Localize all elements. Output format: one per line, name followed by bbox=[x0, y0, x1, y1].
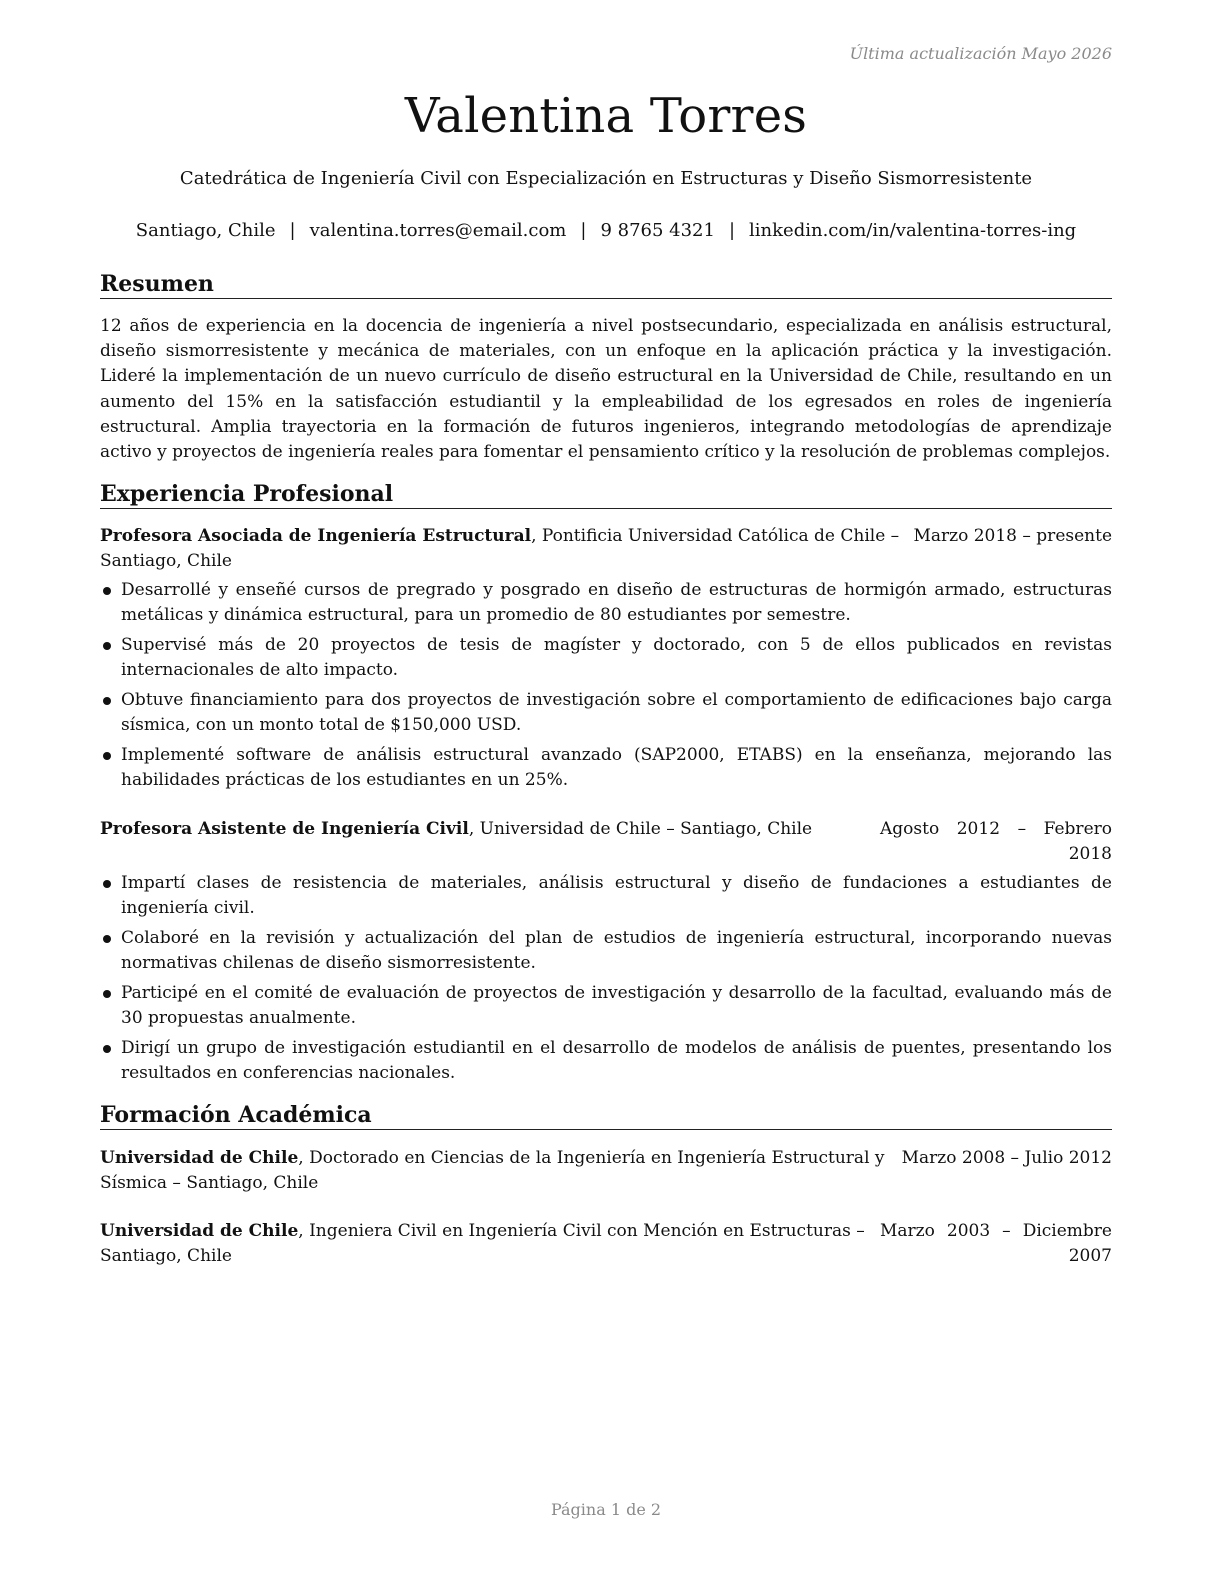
job-title-line bbox=[100, 817, 880, 842]
list-item bbox=[100, 633, 1112, 683]
contact-separator: | bbox=[728, 220, 736, 241]
job-title-line bbox=[100, 524, 913, 574]
bullet-text: Obtuve financiamiento para dos proyectos de investigación sobre el comportamiento de edificaciones bajo carga sísmica, con un monto total de $150,000 USD. bbox=[121, 690, 1112, 735]
education-institution: Universidad de Chile bbox=[100, 1148, 299, 1168]
bullet-icon bbox=[103, 587, 111, 595]
bullet-icon bbox=[103, 1045, 111, 1053]
page-number: Página 1 de 2 bbox=[550, 1500, 662, 1519]
education-header bbox=[100, 1146, 1112, 1196]
list-item bbox=[100, 871, 1112, 921]
bullet-text: Dirigí un grupo de investigación estudiantil en el desarrollo de modelos de análisis de puentes, presentando los resultados en conferencias nacionales. bbox=[121, 1038, 1112, 1083]
education-institution: Universidad de Chile bbox=[100, 1221, 299, 1241]
job-role: Profesora Asistente de Ingeniería Civil bbox=[100, 819, 469, 839]
bullet-text: Supervisé más de 20 proyectos de tesis de magíster y doctorado, con 5 de ellos publicados en revistas internacionales de alto impacto. bbox=[121, 635, 1112, 680]
bullet-icon bbox=[103, 642, 111, 650]
contact-phone: 9 8765 4321 bbox=[600, 220, 715, 241]
summary-text: 12 años de experiencia en la docencia de ingeniería a nivel postsecundario, especializada en análisis estructural, diseño sismorresistente y mecánica de materiales, con un enfoque en la aplicación práctica y la investigación. Lideré la implementación de un nuevo currículo de diseño estructural en la Universidad de Chile, resultando en un aumento del 15% en la satisfacción estudiantil y la empleabilidad de los egresados en roles de ingeniería estructural. Amplia trayectoria en la formación de futuros ingenieros, integrando metodologías de aprendizaje activo y proyectos de ingeniería reales para fomentar el pensamiento crítico y la resolución de problemas complejos. bbox=[100, 316, 1112, 463]
contact-separator: | bbox=[289, 220, 296, 241]
job-organization: , Pontificia Universidad Católica de Chile – Santiago, Chile bbox=[100, 526, 900, 571]
contact-email[interactable]: valentina.torres@email.com bbox=[309, 220, 567, 241]
contact-linkedin[interactable]: linkedin.com/in/valentina-torres-ing bbox=[749, 220, 1077, 241]
contact-separator: | bbox=[580, 220, 587, 241]
job-header bbox=[100, 817, 1112, 867]
list-item bbox=[100, 981, 1112, 1031]
job-entry bbox=[100, 817, 1112, 1091]
list-item bbox=[100, 743, 1112, 793]
job-dates: Marzo 2018 – presente bbox=[913, 526, 1112, 546]
job-entry bbox=[100, 524, 1112, 798]
bullet-icon bbox=[103, 990, 111, 998]
section-title-summary: Resumen bbox=[100, 270, 1112, 299]
bullet-icon bbox=[103, 752, 111, 760]
bullet-text: Participé en el comité de evaluación de proyectos de investigación y desarrollo de la facultad, evaluando más de 30 propuestas anualmente. bbox=[121, 983, 1112, 1028]
education-entry bbox=[100, 1219, 1112, 1269]
list-item bbox=[100, 926, 1112, 976]
job-dates: Agosto 2012 – Febrero 2018 bbox=[880, 819, 1112, 864]
job-header bbox=[100, 524, 1112, 574]
bullet-text: Desarrollé y enseñé cursos de pregrado y posgrado en diseño de estructuras de hormigón armado, estructuras metálicas y dinámica estructural, para un promedio de 80 estudiantes por semestre. bbox=[121, 580, 1112, 625]
section-title-experience: Experiencia Profesional bbox=[100, 480, 1112, 509]
contact-location: Santiago, Chile bbox=[135, 220, 276, 241]
bullet-text: Implementé software de análisis estructural avanzado (SAP2000, ETABS) en la enseñanza, mejorando las habilidades prácticas de los estudiantes en un 25%. bbox=[121, 745, 1112, 790]
job-organization: , Universidad de Chile – Santiago, Chile bbox=[468, 819, 813, 839]
list-item bbox=[100, 1036, 1112, 1086]
job-bullets bbox=[100, 871, 1112, 1086]
headline: Catedrática de Ingeniería Civil con Especialización en Estructuras y Diseño Sismorresistente bbox=[179, 168, 1033, 189]
section-title-education: Formación Académica bbox=[100, 1101, 1112, 1130]
education-dates: Marzo 2003 – Diciembre 2007 bbox=[880, 1221, 1112, 1266]
list-item bbox=[100, 688, 1112, 738]
candidate-name: Valentina Torres bbox=[404, 88, 808, 144]
education-degree: , Doctorado en Ciencias de la Ingeniería en Ingeniería Estructural y Sísmica – Santiago, Chile bbox=[100, 1148, 885, 1193]
bullet-icon bbox=[103, 935, 111, 943]
education-title-line bbox=[100, 1146, 902, 1196]
education-header bbox=[100, 1219, 1112, 1269]
bullet-icon bbox=[103, 880, 111, 888]
education-entry bbox=[100, 1146, 1112, 1196]
resume-page bbox=[100, 0, 1112, 1584]
job-bullets bbox=[100, 578, 1112, 793]
education-degree: , Ingeniera Civil en Ingeniería Civil con Mención en Estructuras – Santiago, Chile bbox=[100, 1221, 865, 1266]
bullet-text: Colaboré en la revisión y actualización del plan de estudios de ingeniería estructural, incorporando nuevas normativas chilenas de diseño sismorresistente. bbox=[121, 928, 1112, 973]
education-title-line bbox=[100, 1219, 880, 1269]
bullet-icon bbox=[103, 697, 111, 705]
job-role: Profesora Asociada de Ingeniería Estructural bbox=[100, 526, 532, 546]
contact-line bbox=[100, 218, 1112, 244]
last-updated: Última actualización Mayo 2026 bbox=[849, 44, 1112, 63]
bullet-text: Impartí clases de resistencia de materiales, análisis estructural y diseño de fundaciones a estudiantes de ingeniería civil. bbox=[121, 873, 1112, 918]
education-dates: Marzo 2008 – Julio 2012 bbox=[901, 1148, 1112, 1168]
list-item bbox=[100, 578, 1112, 628]
